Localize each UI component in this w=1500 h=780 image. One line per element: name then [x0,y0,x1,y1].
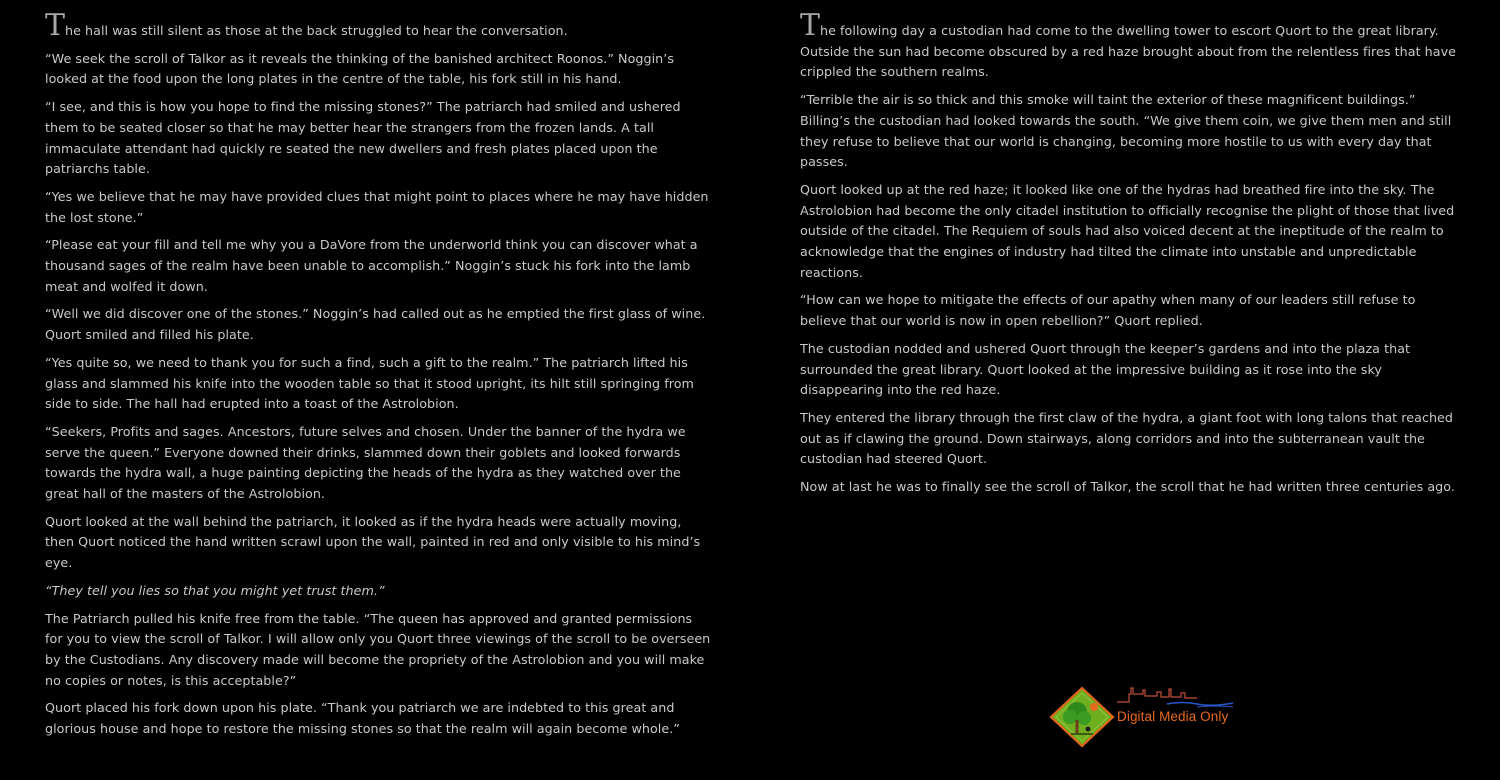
paragraph: “Terrible the air is so thick and this smoke will taint the exterior of these magnificent buildings.” Billing’s the custodian had looked towards the south. “We give them coin, we give them men and still they refuse to believe that our world is changing, becoming more hostile to us with every day that passes. [800,92,1452,170]
paragraph: The custodian nodded and ushered Quort through the keeper’s gardens and into the plaza that surrounded the great library. Quort looked at the impressive building as it rose into the sky disappearing into the red haze. [800,340,1411,398]
left-page [45,8,713,747]
drop-cap: T [45,8,66,43]
paragraph: “Well we did discover one of the stones.” Noggin’s had called out as he emptied the first glass of wine. Quort smiled and filled his plate. [45,306,706,343]
paragraph [800,8,1462,83]
paragraph: Now at last he was to finally see the scroll of Talkor, the scroll that he had written three centuries ago. [800,479,1455,495]
paragraph: The Patriarch pulled his knife free from the table. “The queen has approved and granted permissions for you to view the scroll of Talkor. I will allow only you Quort three viewings of the scroll to be overseen by the Custodians. Any discovery made will become the propriety of the Astrolobion and you will make no copies or notes, is this acceptable?” [45,610,711,688]
italic-quote-paragraph: “They tell you lies so that you might yet trust them.” [45,582,385,598]
paragraph: Quort looked up at the red haze; it looked like one of the hydras had breathed fire into the sky. The Astrolobion had become the only citadel institution to officially recognise the plight of those that lived outside of the citadel. The Requiem of souls had also voiced decent at the ineptitude of the realm to acknowledge that the engines of industry had tilted the climate into unstable and unpredictable reactions. [800,181,1455,280]
paragraph: Quort looked at the wall behind the patriarch, it looked as if the hydra heads were actually moving, then Quort noticed the hand written scrawl upon the wall, painted in red and only visible to his mind’s eye. [45,513,701,571]
paragraph: “I see, and this is how you hope to find the missing stones?” The patriarch had smiled and ushered them to be seated closer so that he may better hear the strangers from the frozen lands. A tall immaculate attendant had quickly re seated the new dwellers and fresh plates placed upon the patriarchs table. [45,99,681,177]
paragraph-text: he following day a custodian had come to the dwelling tower to escort Quort to the great library. Outside the sun had become obscured by a red haze brought about from the relentless fires that have crippled the southern realms. [800,23,1457,80]
paragraph [45,8,713,43]
paragraph: “Seekers, Profits and sages. Ancestors, future selves and chosen. Under the banner of the hydra we serve the queen.” Everyone downed their drinks, slammed down their goblets and looked forwards towards the hydra wall, a huge painting depicting the heads of the hydra as they watched over the great hall of the masters of the Astrolobion. [45,423,686,502]
paragraph-text: he hall was still silent as those at the back struggled to hear the conversation. [65,23,568,38]
paragraph: “How can we hope to mitigate the effects of our apathy when many of our leaders still refuse to believe that our world is now in open rebellion?” Quort replied. [800,292,1416,329]
paragraph: Quort placed his fork down upon his plate. “Thank you patriarch we are indebted to this great and glorious house and hope to restore the missing stones so that the realm will again become whole.” [45,700,680,737]
digital-media-only-logo [1047,684,1237,750]
paragraph: “Yes quite so, we need to thank you for such a find, such a gift to the realm.” The patriarch lifted his glass and slammed his knife into the wooden table so that it stood upright, its hilt still springing from side to side. The hall had erupted into a toast of the Astrolobion. [45,354,694,412]
paragraph: “Please eat your fill and tell me why you a DaVore from the underworld think you can discover what a thousand sages of the realm have been unable to accomplish.” Noggin’s stuck his fork into the lamb meat and wolfed it down. [45,237,698,294]
paragraph: “Yes we believe that he may have provided clues that might point to places where he may have hidden the lost stone.” [45,188,709,225]
logo-text: Digital Media Only [1117,709,1229,724]
paragraph: “We seek the scroll of Talkor as it reveals the thinking of the banished architect Roonos.” Noggin’s looked at the food upon the long plates in the centre of the table, his fork still in his hand. [45,50,675,87]
right-page [800,8,1462,505]
drop-cap: T [800,8,821,43]
paragraph: They entered the library through the first claw of the hydra, a giant foot with long talons that reached out as if clawing the ground. Down stairways, along corridors and into the subterranean vault the custodian had steered Quort. [800,409,1454,467]
